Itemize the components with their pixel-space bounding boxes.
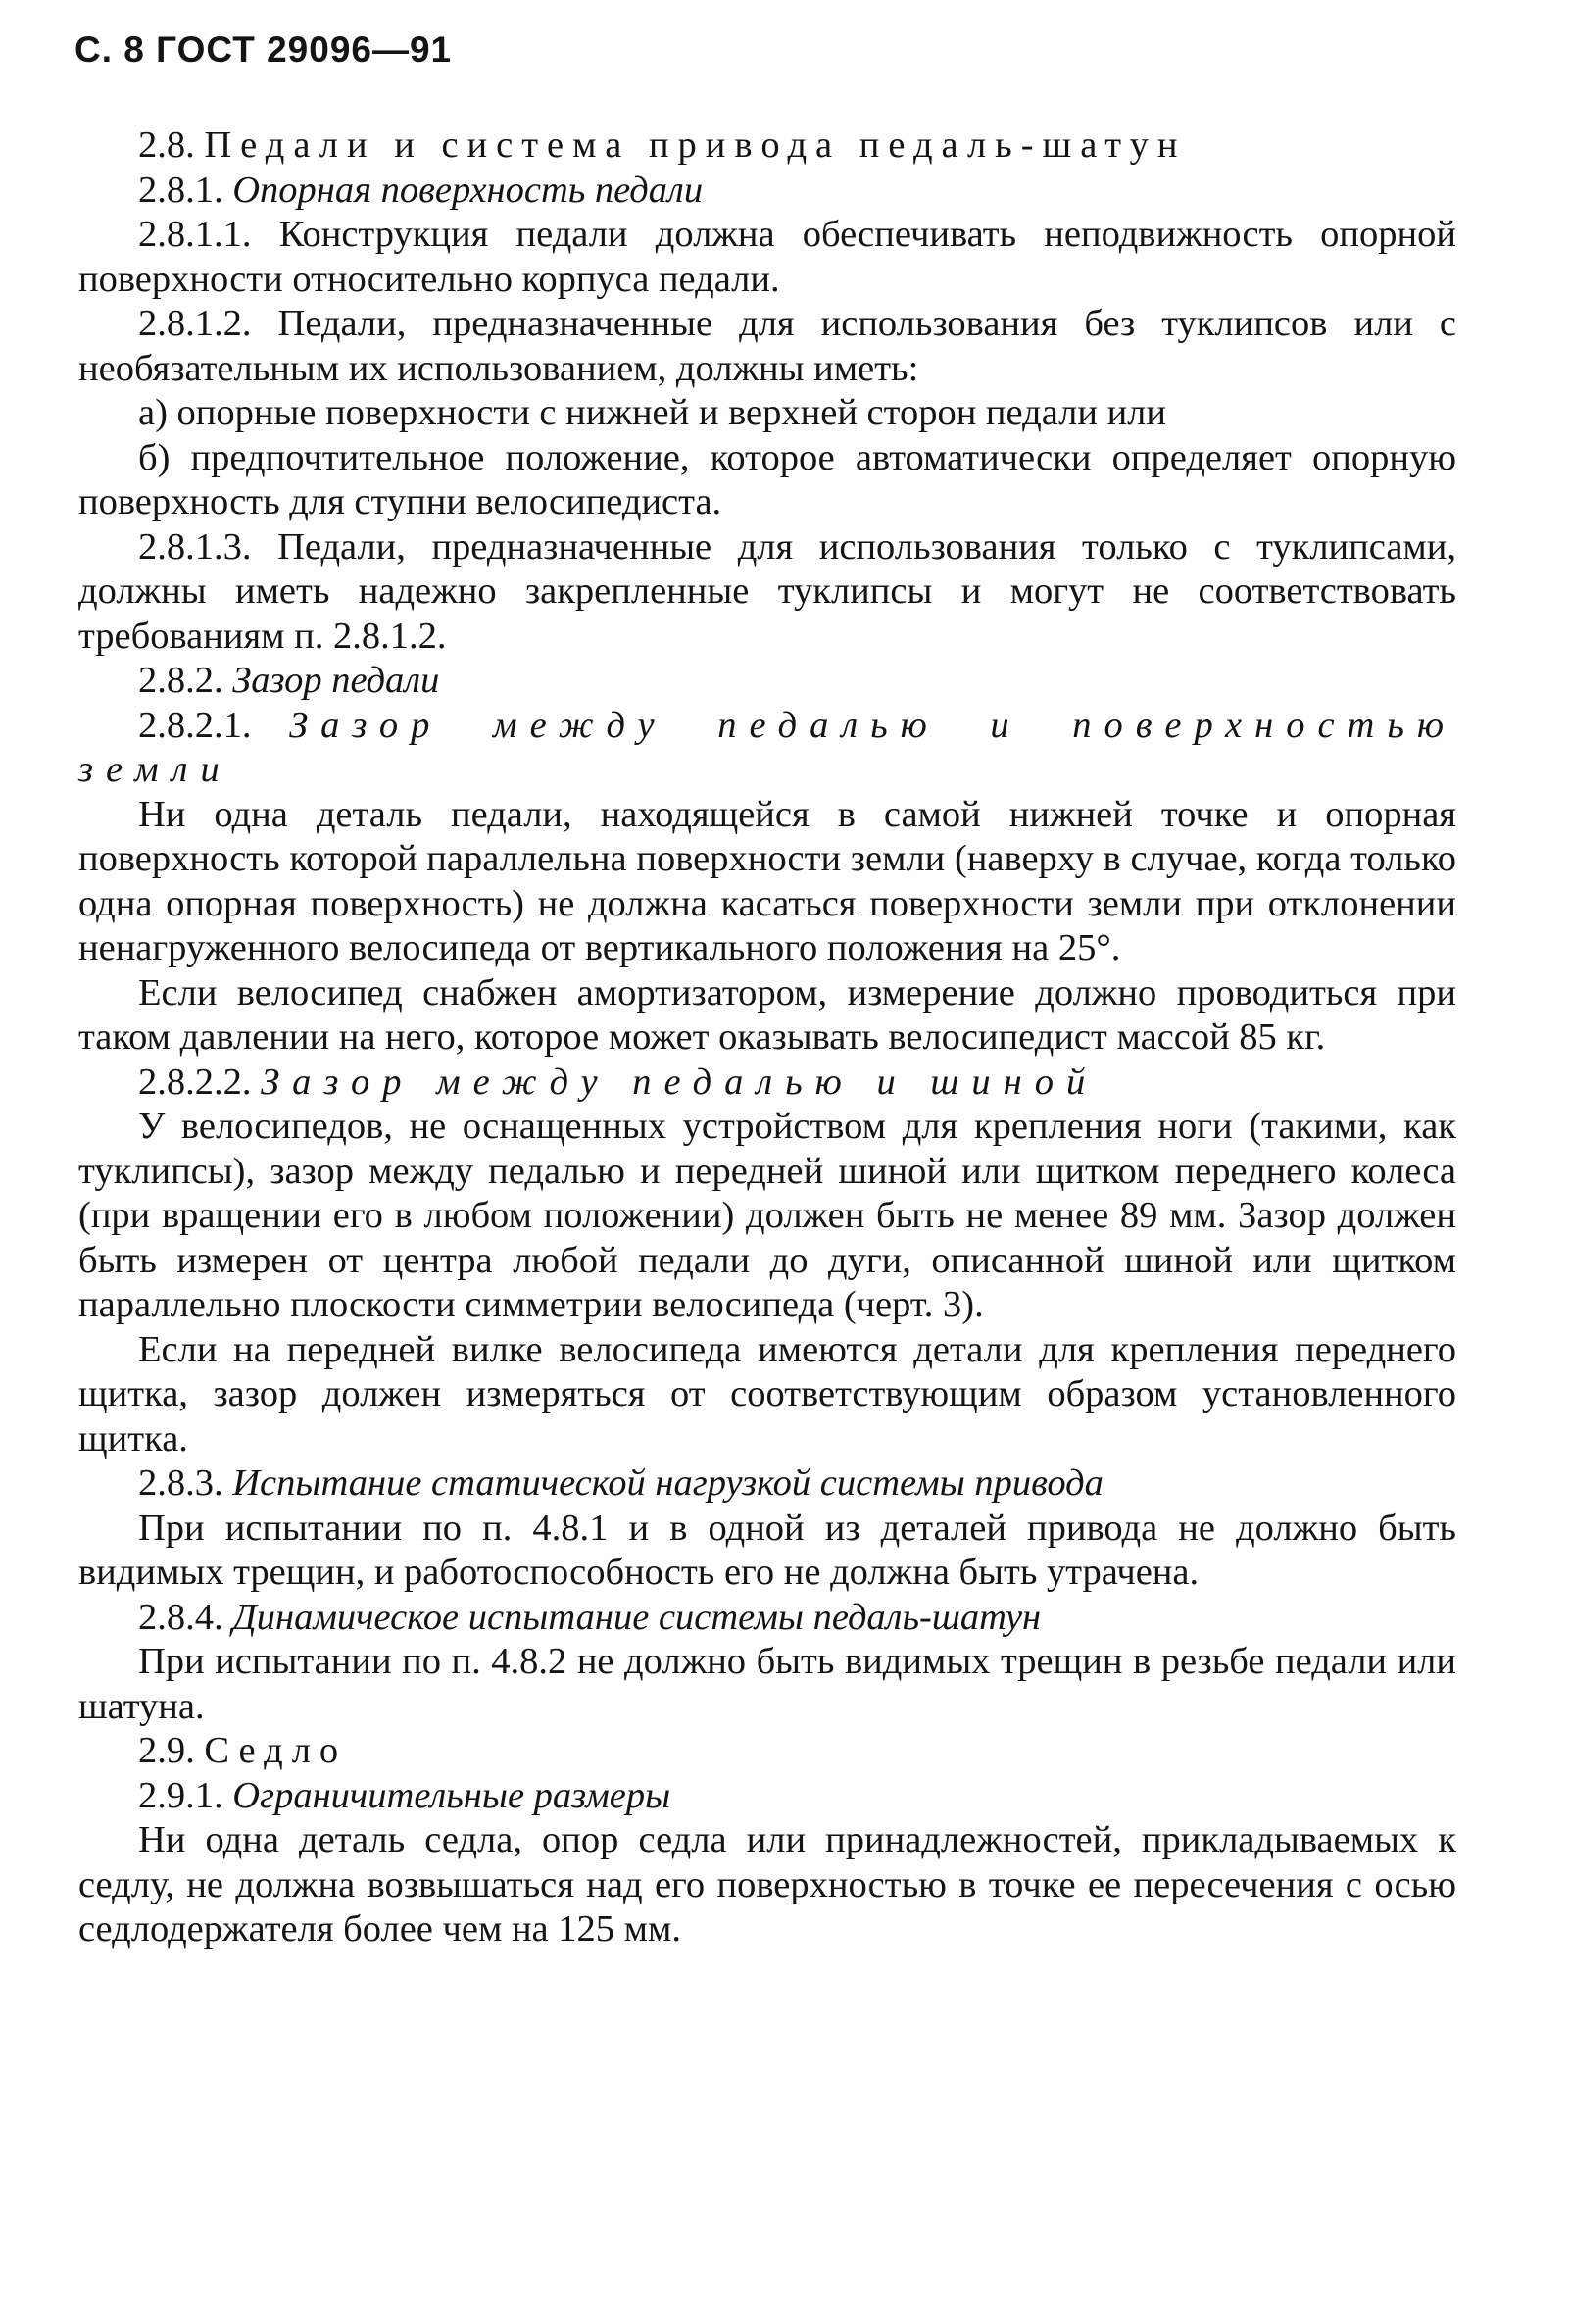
clause-text: Педали, предназначенные для использования без туклипсов или с необязательным их использованием, должны иметь: [78, 303, 1456, 389]
section-title: Зазор педали [232, 660, 440, 701]
clause-number: 2.8.2.1. [138, 704, 252, 746]
section-title: Испытание статической нагрузкой системы привода [232, 1462, 1104, 1504]
section-heading-2-9 [78, 1729, 1456, 1774]
running-header: С. 8 ГОСТ 29096—91 [74, 29, 453, 70]
section-number: 2.8.2. [138, 660, 223, 701]
clause-2-8-1-2 [78, 302, 1456, 391]
section-number: 2.8.4. [138, 1596, 223, 1638]
clause-text: Конструкция педали должна обеспечивать неподвижность опорной поверхности относительно корпуса педали. [78, 214, 1456, 300]
subsection-heading-2-8-2 [78, 659, 1456, 704]
list-item-b: б) предпочтительное положение, которое автоматически определяет опорную поверхность для ступни велосипедиста. [78, 436, 1456, 522]
section-number: 2.9. [138, 1730, 195, 1771]
subsection-heading-2-8-1 [78, 169, 1456, 214]
clause-heading-2-8-2-2 [78, 1061, 1456, 1106]
section-title: Седло [204, 1730, 348, 1771]
paragraph-front-fork: Если на передней вилке велосипеда имеются детали для крепления переднего щитка, зазор должен измеряться от соответствующим образом установленного щитка. [78, 1328, 1456, 1459]
clause-number: 2.8.2.2. [138, 1061, 252, 1103]
clause-number: 2.8.1.2. [138, 303, 252, 344]
paragraph-dynamic-test: При испытании по п. 4.8.2 не должно быть видимых трещин в резьбе педали или шатуна. [78, 1641, 1456, 1727]
subsection-heading-2-8-4 [78, 1596, 1456, 1641]
paragraph-shock-absorber: Если велосипед снабжен амортизатором, измерение должно проводиться при таком давлении на него, которое может оказывать велосипедист массой 85 кг. [78, 971, 1456, 1058]
paragraph-clearance-tyre: У велосипедов, не оснащенных устройством для крепления ноги (такими, как туклипсы), зазор между педалью и передней шиной или щитком переднего колеса (при вращении его в любом положении) должен быть не менее 89 мм. Зазор должен быть измерен от центра любой педали до дуги, описанной шиной или щитком параллельно плоскости симметрии велосипеда (черт. 3). [78, 1106, 1456, 1325]
subsection-heading-2-8-3 [78, 1461, 1456, 1507]
clause-number: 2.8.1.3. [138, 525, 252, 568]
clause-2-8-1-3 [78, 525, 1456, 660]
section-number: 2.8. [138, 124, 195, 166]
clause-2-8-1-1 [78, 213, 1456, 302]
paragraph-saddle-limits: Ни одна деталь седла, опор седла или принадлежностей, прикладываемых к седлу, не должна возвышаться над его поверхностью в точке ее пересечения с осью седлодержателя более чем на 125 мм. [78, 1819, 1456, 1950]
clause-title: Зазор между педалью и шиной [261, 1061, 1099, 1103]
paragraph-static-test: При испытании по п. 4.8.1 и в одной из деталей привода не должно быть видимых трещин, и работоспособность его не должна быть утрачена. [78, 1507, 1456, 1593]
clause-heading-2-8-2-1 [78, 704, 1456, 793]
section-title: Ограничительные размеры [232, 1774, 671, 1816]
section-heading-2-8 [78, 124, 1456, 169]
paragraph-clearance-ground: Ни одна деталь педали, находящейся в самой нижней точке и опорная поверхность которой параллельна поверхности земли (наверху в случае, когда только одна опорная поверхность) не должна касаться поверхности земли при отклонении ненагруженного велосипеда от вертикального положения на 25°. [78, 793, 1456, 968]
clause-text: Педали, предназначенные для использования только с туклипсами, должны иметь надежно закрепленные туклипсы и могут не соответствовать требованиям п. 2.8.1.2. [78, 525, 1456, 657]
section-number: 2.9.1. [138, 1774, 223, 1816]
subsection-heading-2-9-1 [78, 1774, 1456, 1819]
list-item-a: а) опорные поверхности с нижней и верхней сторон педали или [138, 392, 1166, 433]
section-title: Динамическое испытание системы педаль-шатун [232, 1596, 1042, 1638]
clause-title: Зазор между педалью и поверхностью земли [78, 704, 1456, 790]
section-number: 2.8.3. [138, 1462, 223, 1504]
document-body [78, 124, 1456, 1953]
section-number: 2.8.1. [138, 169, 223, 211]
clause-number: 2.8.1.1. [138, 214, 252, 255]
section-title: Педали и система привода педаль-шатун [204, 124, 1187, 166]
section-title: Опорная поверхность педали [232, 169, 704, 211]
